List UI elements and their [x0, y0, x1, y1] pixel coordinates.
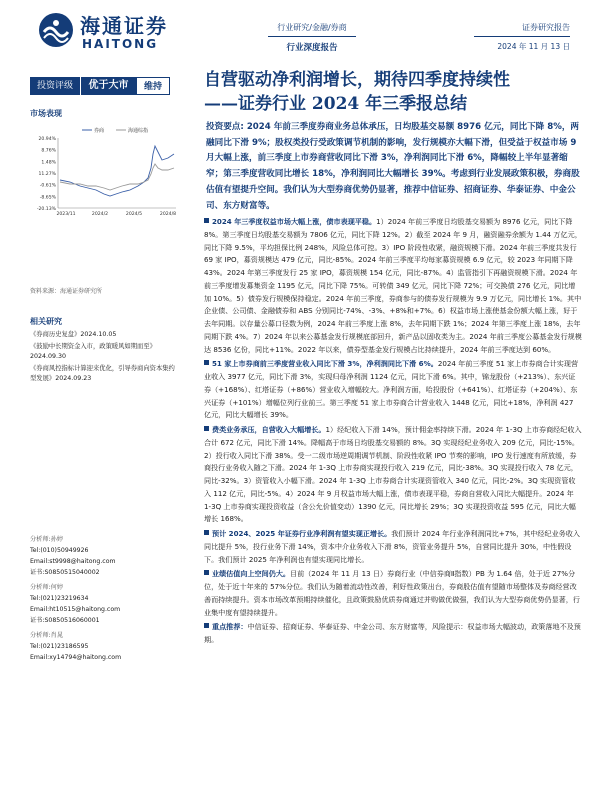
report-date: 2024 年 11 月 13 日	[497, 42, 570, 51]
section-item	[204, 358, 582, 422]
title-line-2: ——证券行业 2024 年三季报总结	[204, 94, 468, 114]
x-tick-label: 2024/2	[91, 212, 109, 217]
market-performance-heading: 市场表现	[30, 109, 62, 118]
analyst-tel: Tel:(021)23186595	[30, 643, 89, 650]
related-item[interactable]: 《券商历史复盘》2024.10.05	[30, 331, 117, 338]
analyst-email[interactable]: Email:st9998@haitong.com	[30, 558, 116, 565]
section-item	[204, 568, 582, 619]
section-head: 51 家上市券商前三季度营业收入同比下滑 3%，净利润同比下滑 6%。	[212, 359, 438, 369]
series-line	[60, 164, 174, 190]
report-type-label: 行业深度报告	[286, 43, 338, 53]
report-category	[268, 22, 356, 53]
rating-change: 维持	[136, 77, 170, 95]
haitong-logo-icon	[38, 12, 74, 48]
y-tick-label: -8.65%	[39, 195, 56, 201]
section-item	[204, 424, 582, 526]
analyst-cert: 证书:S0850515040002	[30, 569, 100, 576]
investment-summary	[204, 120, 582, 214]
report-title	[204, 68, 584, 116]
y-tick-label: 11.27%	[38, 172, 56, 177]
market-performance-chart	[30, 124, 178, 220]
section-body: 1）2024 年前三季度日均股基交易额为 8976 亿元，同比下降 8%。第三季度日均股基交易额为 7806 亿元，同比下降 12%。2）截至 2024 年 9 月，融资融券余额为 1.44 万亿元，同比下降 9.5%，平均担保比例 248%，风险总体可控。3）IPO 阶段性收紧，融资规模下滑。2024 年前三季度共发行 69 家 IPO，募资规模达 479 亿元，同比-85%。2024 年前三季度平均每家募资规模 6.9 亿元，较 2023 年同期下降 43%。2024 年第三季度发行 25 家 IPO，募资规模 154 亿元，同比-87%。4）监管指引下再融资规模下滑。2024 年前三季度增发募集资金 1195 亿元，同比下降 75%。可转债 349 亿元，同比下降 72%；可交换债 276 亿元，同比增加 10%。5）债券发行规模保持稳定。2024 年前三季度，券商参与的债券发行规模为 9.9 万亿元，同比增长 1%。其中企业债、公司债、金融债券和 ABS 分别同比-74%、-3%、+8%和+7%。6）权益市场上涨使基金份额大幅上涨，好于去年同期。以存量公募口径数为例，2024 年前三季度上涨 8%，去年同期下跌 1%；2024 年第三季度上涨 18%，去年同期下跌 4%。7）2024 年以来公募基金发行规模底部回升，新产品以固收类为主。2024 年前三季度公募基金发行规模达 8536 亿份，同比+11%。2022 年以来，债券型基金发行规模占比持续提升，2024 年前三季度达到 60%。	[204, 217, 582, 354]
y-tick-label: 8.76%	[41, 148, 56, 154]
section-body: 我们预计 2024 年行业净利润同比+7%，其中经纪业务收入同比提升 5%，投行业务下滑 14%，资本中介业务收入下滑 8%，资管业务提升 5%，自营同比提升 30%，中性假设下。我们预计 2025 年净利润也有望实现同比增长。	[204, 529, 580, 564]
y-tick-label: 20.94%	[38, 137, 56, 142]
bullet-icon	[204, 426, 209, 431]
related-research-heading: 相关研究	[30, 317, 62, 326]
performance-chart-svg	[30, 124, 178, 220]
analyst-tel: Tel:(010)50949926	[30, 547, 89, 554]
analyst-tel: Tel:(021)23219634	[30, 595, 89, 602]
series-line	[60, 146, 174, 196]
section-item	[204, 621, 582, 647]
analyst-entry	[30, 534, 180, 578]
summary-text: 2024 年前三季度券商业务总体承压，日均股基交易额 8976 亿元，同比下降 8%，两融同比下滑 9%；股权类投行受政策调节机制的影响，发行规模亦大幅下滑，但受益于权益市场 9 月大幅上涨，前三季度上市券商营收同比下滑 3%，净利润同比下滑 6%，降幅较上半年显著缩窄；第三季度营收同比增长 18%，净利润同比大幅增长 39%。考虑到行业发展政策积极，券商股估值有望提升空间。我们认为大型券商优势仍显著，推荐中信证券、招商证券、华泰证券、中金公司、东方财富等。	[206, 122, 580, 211]
related-item[interactable]: 《券商风控指标计算迎来优化，引导券商向资本集约型发展》2024.09.23	[30, 364, 175, 382]
title-line-1: 自营驱动净利润增长，期待四季度持续性	[204, 70, 510, 90]
company-name-en: HAITONG	[82, 37, 159, 51]
report-meta	[474, 22, 570, 52]
company-name-cn: 海通证券	[80, 14, 168, 38]
section-head: 业绩估值向上空间仍大。	[212, 569, 291, 579]
section-head: 重点推荐：	[212, 622, 248, 632]
analyst-email[interactable]: Email:xy14794@haitong.com	[30, 654, 122, 661]
analyst-list	[30, 534, 180, 667]
bullet-icon	[204, 623, 209, 628]
y-tick-label: -0.61%	[39, 183, 56, 189]
section-head: 2024 年三季度权益市场大幅上涨，债市表现平稳。	[212, 217, 377, 227]
bullet-icon	[204, 570, 209, 575]
investment-rating	[30, 76, 170, 96]
analyst-email[interactable]: Email:ht10515@haitong.com	[30, 606, 121, 613]
related-research-list	[30, 330, 180, 386]
section-body: 2024 年前三季度 51 家上市券商合计实现营业收入 3977 亿元，同比下滑 3%，实现归母净利润 1124 亿元，同比下滑 6%。其中，锦龙股份（+213%）、东兴证券（+168%）、红塔证券（+86%）营业收入增幅较大。净利润方面，哈投股份（+641%）、红塔证券（+204%）、东兴证券（+101%）增幅位列行业前三。第三季度 51 家上市券商合计营业收入 1448 亿元，同比+18%，净利润 427 亿元，同比大幅增长 39%。	[204, 359, 579, 420]
x-tick-label: 2024/8	[159, 212, 177, 217]
x-tick-label: 2024/5	[125, 212, 143, 217]
section-body: 1）经纪收入下滑 14%，预计佣金率持续下滑。2024 年 1-3Q 上市券商经纪收入合计 672 亿元，同比下滑 14%。降幅高于市场日均股基交易额的 8%。3Q 实现经纪业务收入 209 亿元，同比-15%。2）投行收入同比下滑 38%。受一二级市场逆周期调节机制、阶段性收紧 IPO 节奏的影响，IPO 发行速度有所放缓，券商投行业务收入随之下滑。2024 年 1-3Q 上市券商实现投行收入 219 亿元，同比-38%。3Q 实现投行收入 78 亿元，同比-32%。3）资管收入小幅下滑。2024 年 1-3Q 上市券商合计实现资管收入 340 亿元，同比-2%。3Q 实现资管收入 112 亿元，同比-5%。4）2024 年 9 月权益市场大幅上涨，债市表现平稳，券商自营收入同比大幅提升。2024 年 1-3Q 上市券商实现投资收益（含公允价值变动）1390 亿元，同比增长 29%；3Q 实现投资收益 595 亿元，同比大幅增长 168%。	[204, 425, 582, 524]
x-tick-label: 2023/11	[56, 212, 76, 217]
section-body: 中信证券、招商证券、华泰证券、中金公司、东方财富等，风险提示：权益市场大幅波动，政策落地不及预期。	[204, 622, 581, 645]
section-head: 预计 2024、2025 年证券行业净利润有望实现正增长。	[212, 529, 392, 539]
related-item[interactable]: 《鼓励中长期资金入市，政策暖风如期而至》2024.09.30	[30, 342, 156, 360]
report-label: 证券研究报告	[474, 22, 570, 37]
analyst-cert: 证书:S0850516060001	[30, 617, 100, 624]
rating-label: 投资评级	[30, 77, 80, 95]
company-logo	[38, 10, 180, 56]
industry-label: 行业研究/金融/券商	[268, 22, 356, 37]
report-header	[0, 0, 600, 62]
section-head: 费类业务承压，自营收入大幅增长。	[212, 425, 326, 435]
bullet-icon	[204, 530, 209, 535]
analyst-name: 分析师:肖晁	[30, 632, 64, 639]
y-tick-label: -20.13%	[36, 207, 56, 212]
chart-source: 资料来源：海通证券研究所	[30, 288, 103, 295]
legend-series-label: 海通综指	[128, 128, 149, 134]
section-item	[204, 528, 582, 566]
section-item	[204, 216, 582, 356]
section-body: 目前（2024 年 11 月 13 日）券商行业（中信券商Ⅱ指数）PB 为 1.64 倍，处于近 27%分位，处于近十年来的 57%分位。我们认为随着流动性改善，利好性政策出台，券商股估值有望随市场整体及券商经营改善而持续提升。资本市场改革预期持续催化，且政策鼓励优质券商通过并购做优做强，我们认为大型券商优势仍显著，行业集中度有望持续提升。	[204, 569, 580, 617]
analyst-name: 分析师:何婷	[30, 584, 64, 591]
y-tick-label: 1.48%	[41, 160, 56, 166]
main-content	[204, 120, 582, 647]
analyst-entry	[30, 630, 180, 663]
legend-series-label: 券商	[94, 128, 105, 134]
analyst-entry	[30, 582, 180, 626]
bullet-icon	[204, 218, 209, 223]
bullet-icon	[204, 360, 209, 365]
summary-key: 投资要点:	[206, 122, 244, 132]
analyst-name: 分析师:孙婷	[30, 536, 64, 543]
rating-value: 优于大市	[80, 77, 136, 95]
